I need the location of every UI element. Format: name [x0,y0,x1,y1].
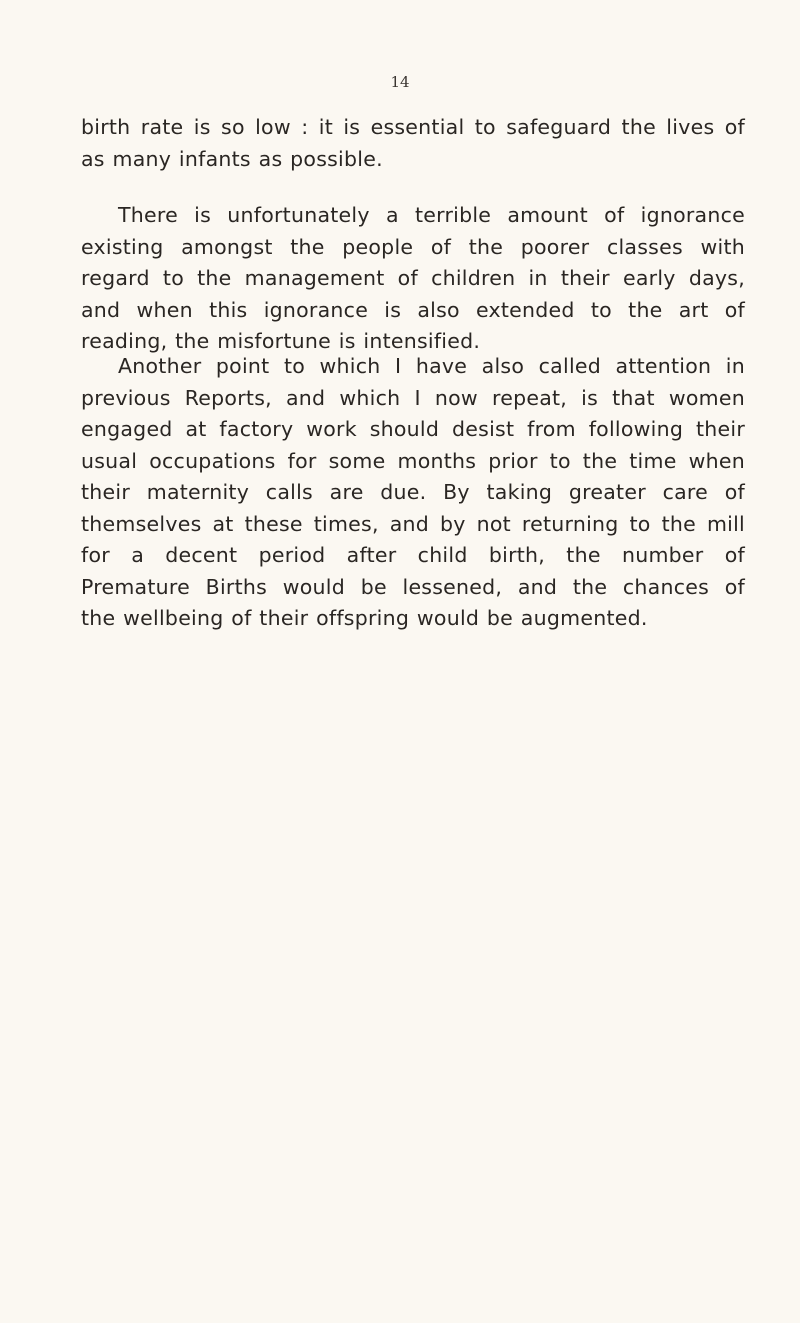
text-line: reading, the misfortune is intensified. [81,329,481,353]
text-line: usual occupations for some months prior to the time when [81,448,745,473]
text-line: engaged at factory work should desist from following their [81,417,745,441]
text-line: and when this ignorance is also extended to the art of [81,297,745,322]
text-line: themselves at these times, and by not returning to the mill [81,511,745,536]
page-number: 14 [390,73,410,91]
text-line: previous Reports, and which I now repeat, is that women [81,385,745,410]
paragraph-3 [81,351,745,635]
text-line: regard to the management of children in their early days, [81,266,745,290]
text-line: as many infants as possible. [81,146,383,171]
text-line: the wellbeing of their offspring would be augmented. [81,606,648,630]
paragraph-2 [81,200,745,358]
text-line: for a decent period after child birth, the number of [81,543,745,567]
text-line: their maternity calls are due. By taking greater care of [81,480,745,504]
text-line: There is unfortunately a terrible amount of ignorance [118,203,745,227]
text-line: existing amongst the people of the poorer classes with [81,234,745,259]
text-line: birth rate is so low : it is essential to safeguard the lives of [81,115,745,139]
text-line: Another point to which I have also called attention in [118,354,745,378]
text-line: Premature Births would be lessened, and the chances of [81,574,745,599]
paragraph-1 [81,112,745,175]
